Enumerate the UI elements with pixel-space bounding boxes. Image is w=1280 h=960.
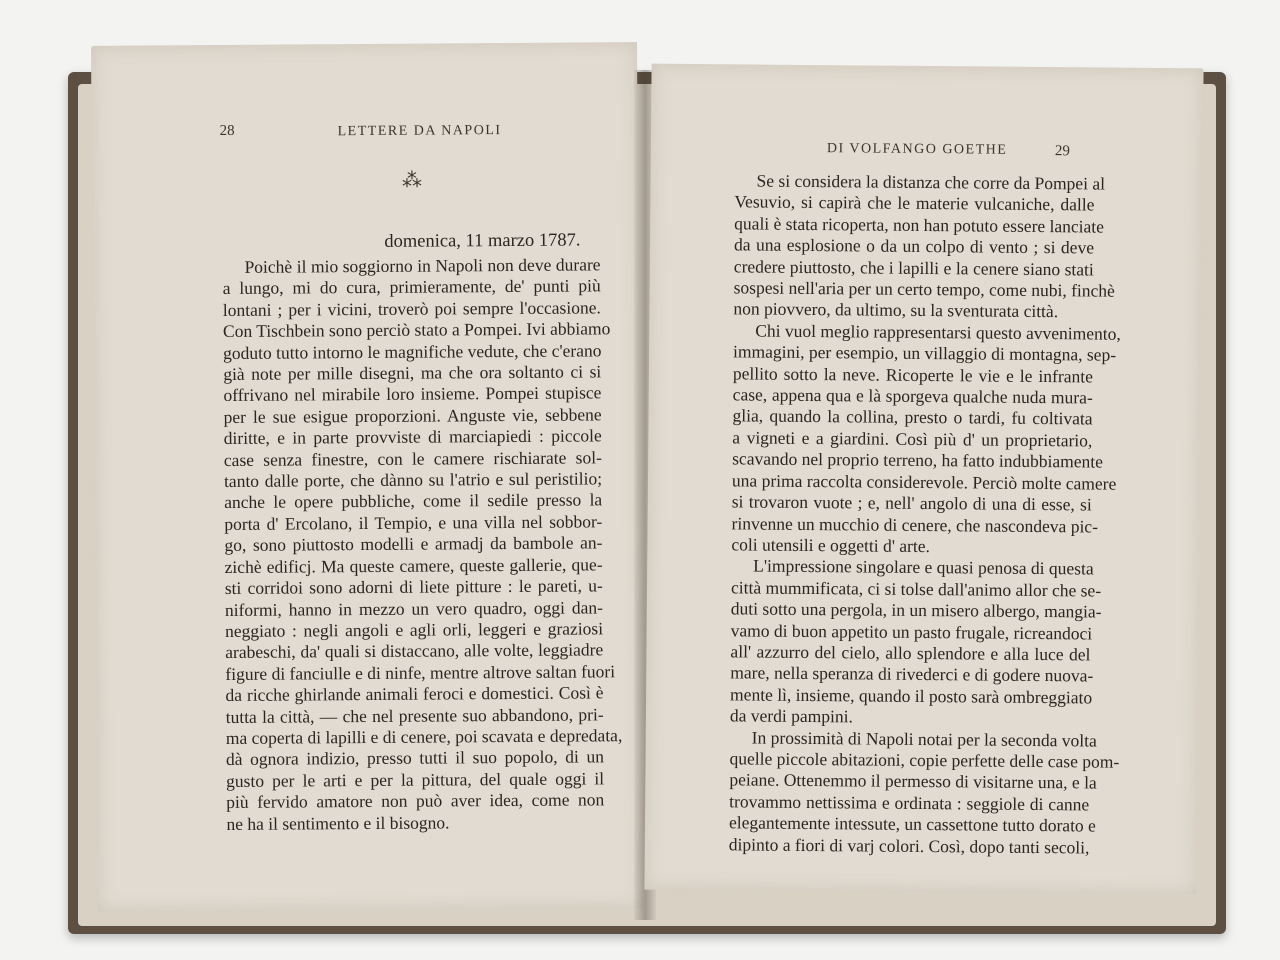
text-line: zichè edificj. Ma queste camere, queste gallerie, que- (224, 554, 603, 577)
text-line: sti corridoi sono adorni di liete pitture : le pareti, u- (224, 575, 603, 599)
text-line: rinvenne un mucchio di cenere, che nascondeva pic- (731, 512, 1099, 537)
text-line: go, sono piuttosto modelli e armadj da bambole an- (224, 532, 603, 556)
text-line: più fervido amatore non può aver idea, come non (226, 789, 605, 813)
text-line: all' azzurro del cielo, allo splendore e alla luce del (730, 641, 1091, 665)
text-line: tutta la città, — che nel presente suo abbandono, pri- (225, 703, 604, 727)
text-line: gusto per le arti e per la pittura, del quale oggi il (226, 768, 605, 791)
text-line: arabeschi, da' quali si distaccano, alle volte, leggiadre (225, 639, 604, 663)
text-line: immagini, per esempio, un villaggio di montagna, sep- (733, 341, 1117, 365)
text-line: glia, quando la collina, presto o tardi, fu coltivata (732, 405, 1093, 429)
text-line: mente lì, insieme, quando il posto sarà ombreggiato (730, 684, 1093, 708)
text-line: niformi, hanno in mezzo un vero quadro, oggi dan- (224, 596, 603, 620)
running-head: LETTERE DA NAPOLI (337, 123, 502, 140)
text-line: porta d' Ercolano, il Tempio, e una villa nel sobbor- (224, 511, 603, 534)
text-line: peiane. Ottenemmo il permesso di visitarne una, e la (729, 769, 1097, 793)
text-line: per le sue esigue proporzioni. Anguste vie, sebbene (223, 404, 602, 427)
right-body-text (728, 170, 1121, 858)
text-line: quelle piccole abitazioni, copie perfette delle case pom- (729, 748, 1120, 772)
text-line: a lungo, mi do cura, primieramente, de' punti più (222, 275, 601, 299)
page-number: 28 (219, 122, 235, 140)
right-page (644, 64, 1203, 895)
text-line: ma coperta di lapilli e di cenere, poi scavata e depredata, (225, 725, 623, 748)
text-line: non piovvero, da ultimo, su la sventurata città. (733, 298, 1059, 322)
text-line: figure di fanciulle e di ninfe, mentre altrove saltan fuori (225, 660, 616, 684)
text-line: In prossimità di Napoli notai per la seconda volta (751, 727, 1097, 751)
text-line: a vigneti e a giardini. Così più d' un proprietario, (732, 427, 1093, 451)
text-line: dipinto a fiori di varj colori. Così, dopo tanti secoli, (728, 833, 1090, 858)
text-line: duti sotto una pergola, in un misero albergo, mangia- (730, 598, 1102, 622)
text-line: case senza finestre, con le camere rischiarate sol- (223, 447, 602, 470)
text-line: Chi vuol meglio rappresentarsi questo avvenimento, (755, 320, 1121, 344)
text-line: trovammo nettissima e ordinata : seggiole di canne (729, 791, 1090, 815)
text-line: lontani ; per i vicini, troverò poi sempre l'occasione. (222, 297, 601, 320)
text-line: neggiato : negli angoli e agli orli, leggeri e graziosi (225, 618, 604, 641)
asterism: ⁂ (401, 169, 423, 192)
text-line: Se si considera la distanza che corre da Pompei al (756, 170, 1106, 194)
text-line: già note per mille disegni, ma che ora soltanto ci si (223, 361, 602, 385)
text-line: sospesi nell'aria per un certo tempo, come nubi, finchè (733, 277, 1115, 301)
text-line: da verdi pampini. (729, 705, 853, 727)
text-line: da ricche ghirlande animali feroci e domestici. Così è (225, 682, 604, 706)
text-line: coli utensili e oggetti d' arte. (731, 534, 931, 556)
dateline: domenica, 11 marzo 1787. (384, 230, 581, 252)
text-line: case, appena qua e là sporgeva qualche nuda mura- (732, 384, 1093, 408)
text-line: offrivano nel mirabile loro insieme. Pompei stupisce (223, 382, 602, 406)
text-line: dà ognora indizio, presso tutti il suo popolo, di un (225, 746, 605, 770)
text-line: credere piuttosto, che i lapilli e la cenere siano stati (733, 255, 1094, 280)
text-line: Vesuvio, si capirà che le materie vulcaniche, dalle (734, 191, 1095, 215)
left-page (91, 42, 643, 912)
text-line: tanto dalle porte, che dànno su l'atrio e sul peristilio; (223, 468, 603, 492)
text-line: diritte, e in parte provviste di marciapiedi : piccole (223, 425, 602, 449)
text-line: da una esplosione o da un colpo di vento ; si deve (733, 234, 1095, 258)
text-line: L'impressione singolare e quasi penosa di questa (753, 555, 1094, 579)
text-line: pellito sotto la neve. Ricoperte le vie e le infrante (732, 362, 1093, 387)
text-line: anche le opere pubbliche, come il sedile presso la (224, 489, 603, 513)
text-line: elegantemente intessute, un cassettone tutto dorato e (728, 812, 1096, 836)
text-line: scavando nel proprio terreno, ha fatto indubbiamente (732, 448, 1104, 472)
text-line: mare, nella speranza di rivederci e di godere nuova- (730, 662, 1094, 686)
text-line: vamo di buon appetito un pasto frugale, ricreandoci (730, 619, 1093, 644)
text-line: si trovaron vuote ; e, nell' angolo di una di esse, si (731, 491, 1092, 515)
text-line: Poichè il mio soggiorno in Napoli non deve durare (244, 254, 601, 277)
text-line: città mummificata, ci si tolse dall'animo allor che se- (730, 577, 1102, 601)
left-body-text (222, 254, 623, 835)
text-line: una prima raccolta considerevole. Perciò molte camere (731, 470, 1117, 494)
page-number: 29 (1054, 143, 1070, 160)
text-line: Con Tischbein sono perciò stato a Pompei. Ivi abbiamo (222, 318, 611, 342)
text-line: quali è stata ricoperta, non han potuto essere lanciate (734, 213, 1105, 237)
running-head: DI VOLFANGO GOETHE (826, 141, 1008, 158)
text-line: ne ha il sentimento e il bisogno. (226, 811, 450, 834)
text-line: goduto tutto intorno le magnifiche vedute, che c'erano (223, 339, 602, 363)
